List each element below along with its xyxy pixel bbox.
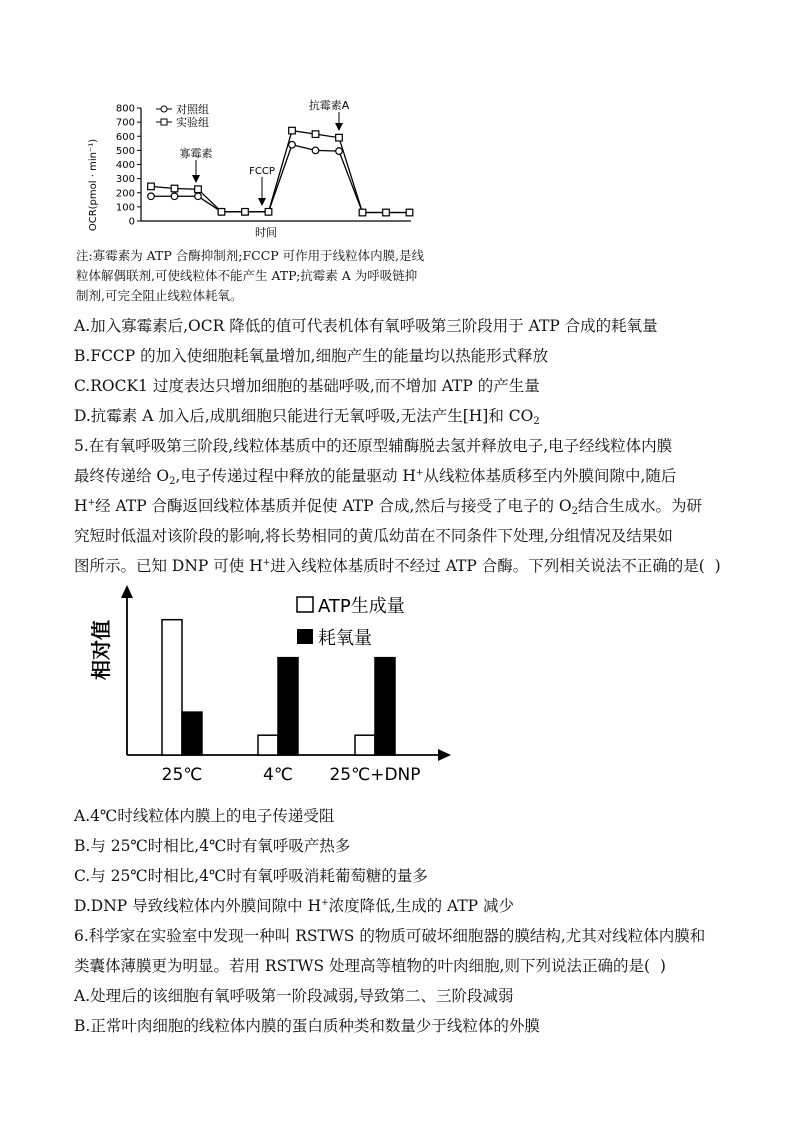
legend-oxygen: 耗氧量: [318, 628, 372, 649]
q5-option-a: A.4℃时线粒体内膜上的电子传递受阻: [74, 807, 335, 825]
legend-atp-swatch: [297, 597, 313, 612]
q4-option-b: B.FCCP 的加入使细胞耗氧量增加,细胞产生的能量均以热能形式释放: [74, 347, 549, 365]
q4-option-d: D.抗霉素 A 加入后,成肌细胞只能进行无氧呼吸,无法产生[H]和 $CO_2$: [74, 407, 540, 427]
data-point-experiment: [289, 127, 296, 134]
y-tick-label: 100: [115, 202, 135, 214]
q5-stem-line-4: 究短时低温对该阶段的影响,将长势相同的黄瓜幼苗在不同条件下处理,分组情况及结果如: [74, 527, 673, 545]
bar-oxygen: [278, 658, 298, 755]
y-axis-arrow: [121, 585, 133, 598]
data-point-control: [171, 193, 178, 200]
q6-option-b: B.正常叶肉细胞的线粒体内膜的蛋白质种类和数量少于线粒体的外膜: [74, 1017, 540, 1035]
q5-stem-line-5: 图所示。已知 DNP 可使 H+进入线粒体基质时不经过 ATP 合酶。下列相关说法不正确的是( ): [74, 557, 721, 575]
y-tick-label: 200: [115, 188, 135, 200]
figure-note-line-1: 注:寡霉素为 ATP 合酶抑制剂;FCCP 可作用于线粒体内膜,是线: [76, 248, 425, 263]
y-tick-label: 300: [115, 174, 135, 186]
legend: [297, 596, 405, 649]
q6-stem-line-1: 6.科学家在实验室中发现一种叫 RSTWS 的物质可破坏细胞器的膜结构,尤其对线粒体内膜和: [74, 927, 706, 945]
q5-option-c: C.与 25℃时相比,4℃时有氧呼吸消耗葡萄糖的量多: [74, 867, 428, 885]
figure-note-line-2: 粒体解偶联剂,可使线粒体不能产生 ATP;抗霉素 A 为呼吸链抑: [76, 268, 418, 283]
bar-atp: [258, 735, 278, 755]
data-point-experiment: [383, 209, 390, 216]
annotation-antimycin: 抗霉素A: [308, 99, 350, 112]
legend-experiment: 实验组: [176, 116, 209, 129]
y-tick-label: 800: [115, 103, 135, 115]
data-point-experiment: [312, 131, 319, 138]
annotation-fccp: FCCP: [249, 166, 275, 177]
q4-option-a: A.加入寡霉素后,OCR 降低的值可代表机体有氧呼吸第三阶段用于 ATP 合成的耗氧量: [74, 317, 658, 335]
legend-oxygen-swatch: [297, 629, 313, 644]
y-tick-label: 500: [115, 145, 135, 157]
y-tick-label: 0: [128, 216, 135, 228]
data-point-experiment: [242, 209, 249, 216]
series-line-experiment: [151, 131, 410, 213]
data-point-experiment: [265, 209, 272, 216]
data-point-experiment: [195, 186, 202, 193]
category-label: 25℃: [161, 765, 203, 785]
x-axis-label: 时间: [255, 226, 277, 239]
q6-option-a: A.处理后的该细胞有氧呼吸第一阶段减弱,导致第二、三阶段减弱: [74, 987, 514, 1005]
y-tick-label: 600: [115, 131, 135, 143]
bar-atp: [355, 735, 375, 755]
data-point-experiment: [359, 209, 366, 216]
y-tick-label: 400: [115, 160, 135, 171]
legend: [156, 102, 209, 129]
data-point-control: [148, 193, 155, 200]
q6-stem-line-2: 类囊体薄膜更为明显。若用 RSTWS 处理高等植物的叶肉细胞,则下列说法正确的是( ): [74, 957, 666, 975]
y-tick-label: 700: [115, 117, 135, 129]
data-point-experiment: [406, 209, 413, 216]
y-axis-label: OCR(pmol · min⁻¹): [88, 138, 99, 232]
category-label: 25℃+DNP: [329, 765, 421, 785]
legend-circle-marker: [161, 106, 167, 112]
bar-oxygen: [182, 712, 202, 755]
data-point-control: [336, 148, 343, 155]
data-point-experiment: [171, 185, 178, 192]
ocr-line-chart: [76, 95, 426, 245]
bar-oxygen: [375, 658, 395, 755]
data-point-experiment: [336, 134, 343, 141]
data-point-control: [289, 141, 296, 148]
q5-stem-line-3: H+经 ATP 合酶返回线粒体基质并促使 ATP 合成,然后与接受了电子的 $O_2$结合生成水。为研: [74, 497, 702, 517]
q5-stem-line-2: 最终传递给 $O_2$,电子传递过程中释放的能量驱动 H+从线粒体基质移至内外膜间隙中,随后: [74, 467, 677, 487]
q5-option-d: D.DNP 导致线粒体内外膜间隙中 H+浓度降低,生成的 ATP 减少: [74, 897, 515, 915]
q5-stem-line-1: 5.在有氧呼吸第三阶段,线粒体基质中的还原型辅酶脱去氢并释放电子,电子经线粒体内膜: [74, 437, 673, 455]
data-point-control: [312, 147, 319, 154]
annotation-oligomycin: 寡霉素: [179, 147, 213, 160]
legend-atp: ATP生成量: [318, 596, 405, 617]
category-label: 4℃: [263, 765, 293, 785]
data-point-experiment: [218, 209, 225, 216]
legend-square-marker: [161, 119, 167, 125]
atp-oxygen-bar-chart: [80, 580, 460, 790]
x-axis-arrow: [438, 749, 451, 761]
bar-atp: [162, 620, 182, 755]
figure-note-line-3: 制剂,可完全阻止线粒体耗氧。: [76, 288, 243, 303]
y-axis-label: 相对值: [89, 620, 113, 680]
legend-control: 对照组: [176, 103, 209, 116]
data-point-control: [195, 193, 202, 200]
data-point-experiment: [148, 183, 155, 190]
q4-option-c: C.ROCK1 过度表达只增加细胞的基础呼吸,而不增加 ATP 的产生量: [74, 377, 540, 395]
q5-option-b: B.与 25℃时相比,4℃时有氧呼吸产热多: [74, 837, 351, 855]
